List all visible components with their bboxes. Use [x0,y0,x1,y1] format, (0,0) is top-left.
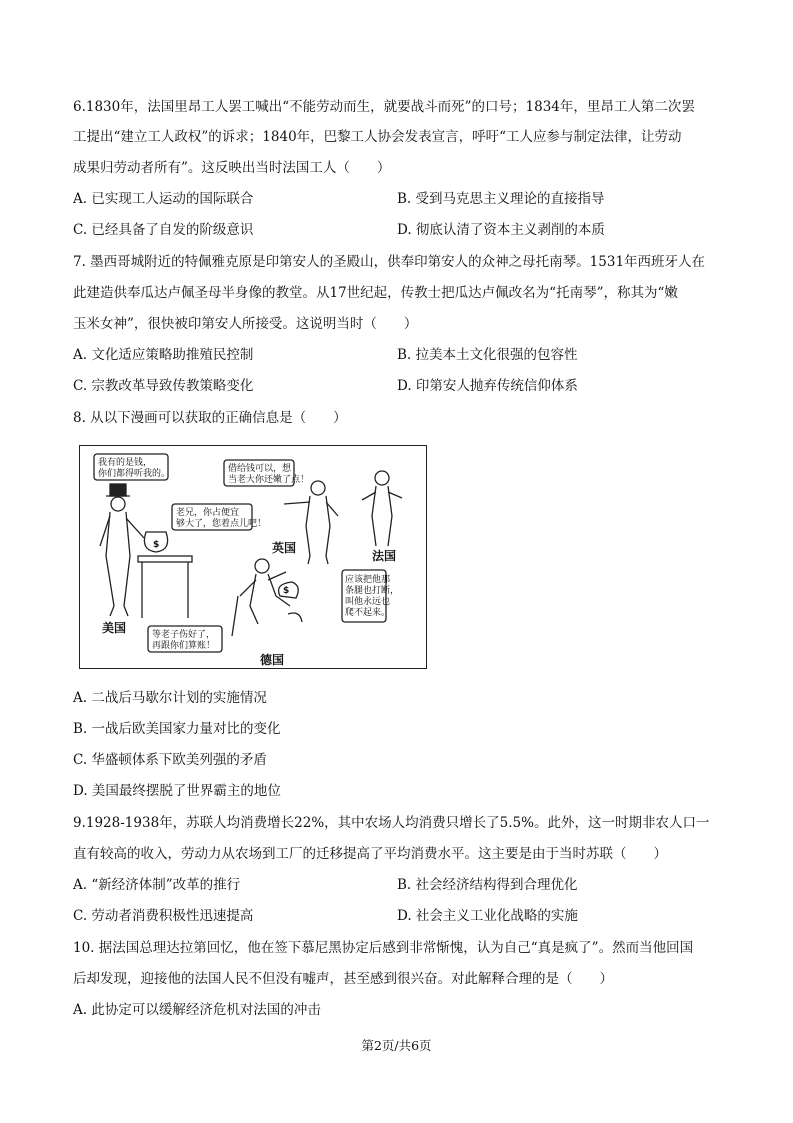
q9-option-a: A. “新经济体制”改革的推行 [73,877,241,893]
q7-option-b: B. 拉美本土文化很强的包容性 [397,347,578,363]
q8-option-c: C. 华盛顿体系下欧美列强的矛盾 [73,752,267,768]
bubble-wait-line-2: 再跟你们算账！ [152,641,216,651]
bubble-break-line-1: 应该把他那 [345,575,391,585]
bubble-old-line-1: 老兄，你占便宜 [176,508,240,518]
q6-stem-line-1: 6.1830年，法国里昂工人罢工喊出“不能劳动而生，就要战斗而死”的口号；1834年，里昂工人第二次罢 [73,99,695,115]
political-cartoon [79,445,427,669]
bubble-break-line-2: 条腿也打断， [345,586,400,596]
money-bag-symbol-de: $ [283,586,290,596]
germany-figure [232,559,302,636]
q6-stem-line-3: 成果归劳动者所有”。这反映出当时法国工人（ ） [73,160,391,176]
q8-stem: 8. 从以下漫画可以获取的正确信息是（ ） [73,410,347,426]
bubble-borrow-line-2: 当老大你还嫩了点！ [228,475,310,485]
q7-stem-line-3: 玉米女神”，很快被印第安人所接受。这说明当时（ ） [73,316,418,332]
bubble-us-line-2: 你们都得听我的。 [98,469,171,479]
label-de: 德国 [260,653,285,667]
q10-option-a: A. 此协定可以缓解经济危机对法国的冲击 [73,1002,321,1018]
france-figure [362,471,402,546]
label-uk: 英国 [272,541,297,555]
cartoon-drawing [80,446,426,668]
q8-option-d: D. 美国最终摆脱了世界霸主的地位 [73,783,281,799]
page-number: 第2页/共6页 [361,1038,432,1053]
q7-option-a: A. 文化适应策略助推殖民控制 [73,347,254,363]
bubble-wait-line-1: 等老子伤好了， [152,630,216,640]
q10-stem-line-2: 后却发现，迎接他的法国人民不但没有嘘声，甚至感到很兴奋。对此解释合理的是（ ） [73,971,613,987]
q7-option-d: D. 印第安人抛弃传统信仰体系 [397,378,578,394]
bubble-break-line-4: 爬不起来。 [345,608,391,618]
q8-option-b: B. 一战后欧美国家力量对比的变化 [73,721,281,737]
q6-option-d: D. 彻底认清了资本主义剥削的本质 [397,222,605,238]
q9-option-c: C. 劳动者消费积极性迅速提高 [73,908,254,924]
q6-option-c: C. 已经具备了自发的阶级意识 [73,222,254,238]
q9-stem-line-2: 直有较高的收入，劳动力从农场到工厂的迁移提高了平均消费水平。这主要是由于当时苏联（ ） [73,846,667,862]
q10-stem-line-1: 10. 据法国总理达拉第回忆，他在签下慕尼黑协定后感到非常惭愧，认为自己“真是疯了”。然而当他回国 [73,940,694,956]
label-us: 美国 [102,621,127,635]
bubble-borrow-line-1: 借给钱可以，想 [228,464,292,474]
q9-option-d: D. 社会主义工业化战略的实施 [397,908,578,924]
q7-stem-line-1: 7. 墨西哥城附近的特佩雅克原是印第安人的圣殿山，供奉印第安人的众神之母托南琴。1531年西班牙人在 [73,254,706,270]
q9-option-b: B. 社会经济结构得到合理优化 [397,877,578,893]
q7-option-c: C. 宗教改革导致传教策略变化 [73,378,254,394]
bubble-old-line-2: 够大了，您着点儿吧！ [176,519,267,529]
q6-option-a: A. 已实现工人运动的国际联合 [73,191,254,207]
bubble-break-line-3: 叫他永远也 [345,597,391,607]
us-figure [100,484,144,616]
q7-stem-line-2: 此建造供奉瓜达卢佩圣母半身像的教堂。从17世纪起，传教士把瓜达卢佩改名为“托南琴”，称其为“嫩 [73,285,678,301]
label-fr: 法国 [372,549,397,563]
money-bag-symbol-us: $ [153,540,160,550]
q6-stem-line-2: 工提出“建立工人政权”的诉求；1840年，巴黎工人协会发表宣言，呼吁“工人应参与制定法律，让劳动 [73,129,682,145]
q8-option-a: A. 二战后马歇尔计划的实施情况 [73,690,267,706]
bubble-us-line-1: 我有的是钱， [98,458,153,468]
q6-option-b: B. 受到马克思主义理论的直接指导 [397,191,605,207]
q9-stem-line-1: 9.1928-1938年，苏联人均消费增长22%，其中农场人均消费只增长了5.5%。此外，这一时期非农人口一 [73,815,710,831]
